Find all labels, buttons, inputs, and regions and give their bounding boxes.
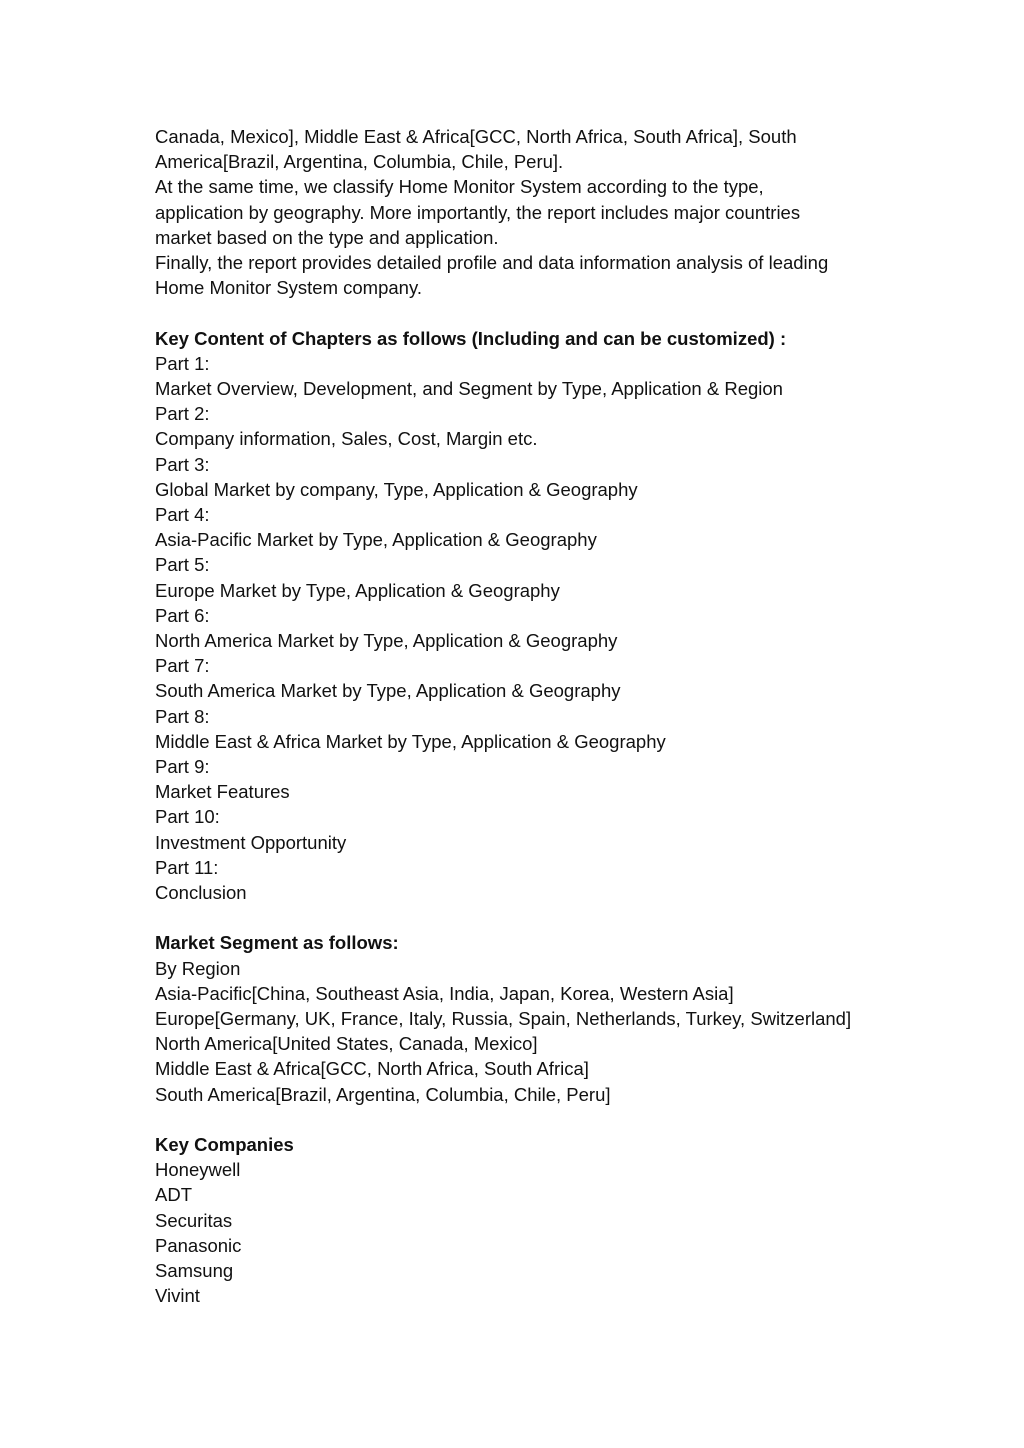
part-label: Part 9:	[155, 756, 210, 778]
part-text: Market Features	[155, 781, 290, 803]
part-text: Investment Opportunity	[155, 831, 347, 853]
intro-line: Finally, the report provides detailed profile and data information analysis of leading	[155, 252, 829, 274]
part-label: Part 8:	[155, 705, 210, 727]
part-text: Market Overview, Development, and Segment by Type, Application & Region	[155, 378, 783, 400]
company-item: Samsung	[155, 1260, 234, 1282]
segment-line: Asia-Pacific[China, Southeast Asia, India, Japan, Korea, Western Asia]	[155, 982, 734, 1004]
intro-line: Canada, Mexico], Middle East & Africa[GCC, North Africa, South Africa], South	[155, 126, 797, 147]
chapters-heading: Key Content of Chapters as follows (Including and can be customized) :	[155, 327, 787, 349]
part-label: Part 1:	[155, 352, 210, 374]
intro-line: America[Brazil, Argentina, Columbia, Chile, Peru].	[155, 151, 564, 173]
part-text: Company information, Sales, Cost, Margin etc.	[155, 428, 538, 450]
part-label: Part 7:	[155, 655, 210, 677]
part-label: Part 6:	[155, 604, 210, 626]
intro-paragraph	[155, 124, 875, 300]
segment-line: Europe[Germany, UK, France, Italy, Russia, Spain, Netherlands, Turkey, Switzerland]	[155, 1008, 852, 1030]
segment-line: Middle East & Africa[GCC, North Africa, South Africa]	[155, 1058, 589, 1080]
document-page	[155, 124, 875, 1309]
spacer	[155, 300, 875, 325]
segment-heading: Market Segment as follows:	[155, 932, 399, 954]
part-label: Part 3:	[155, 453, 210, 475]
spacer	[155, 905, 875, 930]
segment-line: South America[Brazil, Argentina, Columbia, Chile, Peru]	[155, 1083, 611, 1105]
intro-line: market based on the type and application.	[155, 226, 499, 248]
company-item: Honeywell	[155, 1159, 241, 1181]
chapters-section	[155, 326, 875, 906]
segment-line: By Region	[155, 957, 241, 979]
part-text: Middle East & Africa Market by Type, Application & Geography	[155, 730, 666, 752]
intro-line: application by geography. More importantly, the report includes major countries	[155, 201, 801, 223]
part-text: South America Market by Type, Application & Geography	[155, 680, 621, 702]
intro-line: Home Monitor System company.	[155, 277, 422, 299]
companies-heading: Key Companies	[155, 1134, 294, 1156]
spacer	[155, 1107, 875, 1132]
part-label: Part 11:	[155, 856, 219, 878]
part-text: Conclusion	[155, 882, 247, 904]
part-label: Part 5:	[155, 554, 210, 576]
company-item: Panasonic	[155, 1234, 242, 1256]
part-text: Asia-Pacific Market by Type, Application & Geography	[155, 529, 597, 551]
company-item: Vivint	[155, 1285, 200, 1307]
segment-line: North America[United States, Canada, Mexico]	[155, 1033, 538, 1055]
part-text: Europe Market by Type, Application & Geography	[155, 579, 560, 601]
companies-section	[155, 1132, 875, 1308]
company-item: Securitas	[155, 1209, 233, 1231]
part-label: Part 4:	[155, 504, 210, 526]
company-item: ADT	[155, 1184, 192, 1206]
segment-section	[155, 930, 875, 1106]
intro-line: At the same time, we classify Home Monitor System according to the type,	[155, 176, 764, 198]
part-label: Part 10:	[155, 806, 220, 828]
part-label: Part 2:	[155, 403, 210, 425]
part-text: North America Market by Type, Application & Geography	[155, 630, 618, 652]
part-text: Global Market by company, Type, Application & Geography	[155, 478, 638, 500]
